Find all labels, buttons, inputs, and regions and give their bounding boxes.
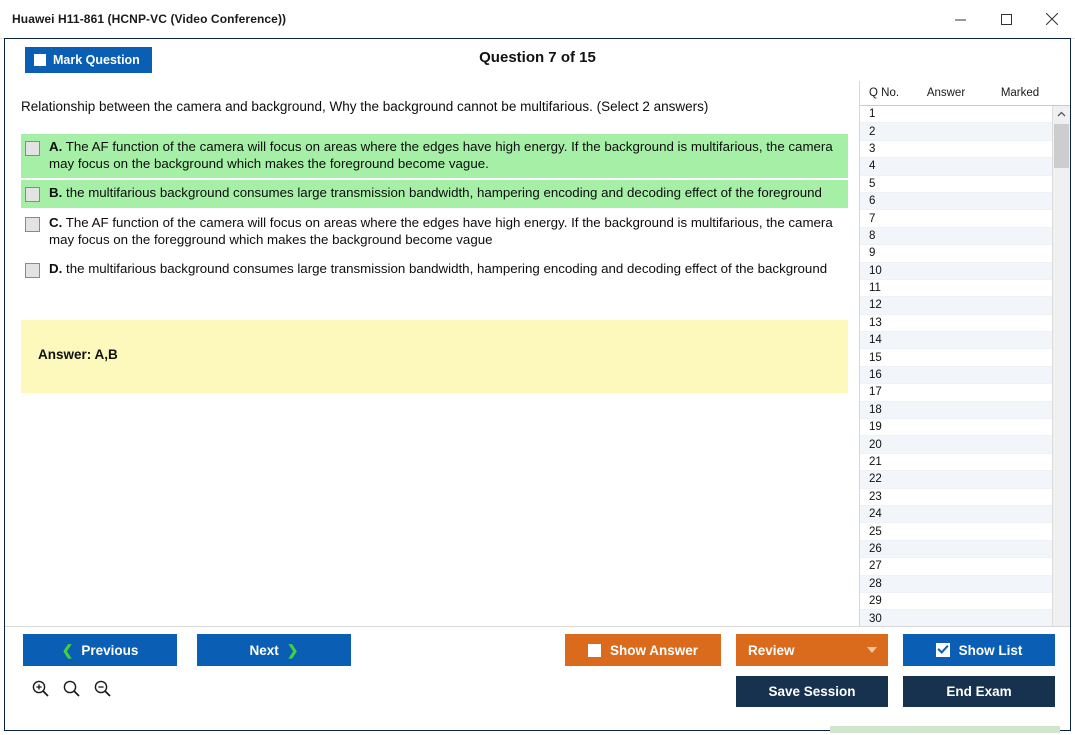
row-question-number: 12 — [869, 299, 882, 312]
page-title: Question 7 of 15 — [479, 49, 596, 66]
exam-header — [5, 39, 1070, 82]
row-question-number: 6 — [869, 195, 876, 208]
question-list-header — [860, 81, 1070, 106]
row-question-number: 25 — [869, 525, 882, 538]
table-row[interactable] — [860, 349, 1053, 366]
zoom-in-icon[interactable] — [31, 679, 50, 698]
previous-label: Previous — [81, 642, 139, 658]
option-b-body: the multifarious background consumes large transmission bandwidth, hampering encoding and decoding effect of the foreground — [66, 185, 822, 200]
column-header-marked: Marked — [1000, 87, 1040, 99]
review-dropdown[interactable] — [736, 634, 888, 666]
window-title: Huawei H11-861 (HCNP-VC (Video Conference)) — [12, 12, 287, 26]
close-icon[interactable] — [1029, 0, 1075, 38]
option-d-letter: D. — [49, 261, 63, 276]
question-list-scrollbar[interactable] — [1052, 106, 1070, 627]
option-b-text — [49, 185, 822, 202]
row-question-number: 13 — [869, 316, 882, 329]
row-question-number: 4 — [869, 160, 876, 173]
option-c-body: The AF function of the camera will focus on areas where the edges have high energy. If the background is multifarious, the camera may focus on the foregground which makes the background become vague — [49, 215, 833, 247]
show-list-button[interactable] — [903, 634, 1055, 666]
row-question-number: 20 — [869, 438, 882, 451]
question-panel — [5, 81, 860, 626]
end-exam-button[interactable] — [903, 676, 1055, 707]
table-row[interactable] — [860, 558, 1053, 575]
table-row[interactable] — [860, 576, 1053, 593]
table-row[interactable] — [860, 158, 1053, 175]
option-c-text — [49, 215, 844, 248]
table-row[interactable] — [860, 489, 1053, 506]
scroll-up-icon[interactable] — [1053, 106, 1070, 123]
option-a[interactable] — [21, 134, 848, 178]
question-list-scrollarea — [860, 106, 1070, 627]
window-titlebar — [0, 0, 1075, 39]
table-row[interactable] — [860, 193, 1053, 210]
table-row[interactable] — [860, 402, 1053, 419]
row-question-number: 10 — [869, 264, 882, 277]
option-c-letter: C. — [49, 215, 63, 230]
table-row[interactable] — [860, 297, 1053, 314]
table-row[interactable] — [860, 471, 1053, 488]
row-question-number: 27 — [869, 560, 882, 573]
row-question-number: 29 — [869, 595, 882, 608]
row-question-number: 15 — [869, 351, 882, 364]
table-row[interactable] — [860, 123, 1053, 140]
row-question-number: 9 — [869, 247, 876, 260]
table-row[interactable] — [860, 332, 1053, 349]
table-row[interactable] — [860, 436, 1053, 453]
row-question-number: 18 — [869, 403, 882, 416]
mark-question-label: Mark Question — [53, 53, 140, 67]
option-b-checkbox[interactable] — [25, 187, 40, 202]
row-question-number: 1 — [869, 108, 876, 121]
table-row[interactable] — [860, 419, 1053, 436]
table-row[interactable] — [860, 593, 1053, 610]
save-session-label: Save Session — [768, 684, 856, 699]
review-label: Review — [748, 642, 795, 658]
table-row[interactable] — [860, 315, 1053, 332]
zoom-controls — [31, 679, 112, 698]
bottom-toolbar — [5, 626, 1070, 730]
row-question-number: 21 — [869, 456, 882, 468]
option-b[interactable] — [21, 180, 848, 208]
zoom-icon[interactable] — [62, 679, 81, 698]
option-c[interactable] — [21, 210, 848, 254]
table-row[interactable] — [860, 523, 1053, 540]
option-b-letter: B. — [49, 185, 63, 200]
row-question-number: 19 — [869, 421, 882, 434]
row-question-number: 8 — [869, 229, 876, 242]
question-list-panel — [860, 81, 1070, 626]
chevron-left-icon: ❮ — [61, 641, 74, 658]
save-session-button[interactable] — [736, 676, 888, 707]
table-row[interactable] — [860, 506, 1053, 523]
option-a-letter: A. — [49, 139, 63, 154]
row-question-number: 23 — [869, 490, 882, 503]
show-answer-button[interactable] — [565, 634, 721, 666]
answer-panel — [21, 320, 848, 393]
table-row[interactable] — [860, 367, 1053, 384]
row-question-number: 11 — [869, 282, 881, 295]
table-row[interactable] — [860, 610, 1053, 627]
option-d-checkbox[interactable] — [25, 263, 40, 278]
show-answer-checkbox-icon — [588, 644, 601, 657]
row-question-number: 26 — [869, 542, 882, 555]
table-row[interactable] — [860, 541, 1053, 558]
previous-button[interactable] — [23, 634, 177, 666]
column-header-answer: Answer — [926, 87, 966, 99]
question-text: Relationship between the camera and background, Why the background cannot be multifarious. (Select 2 answers) — [21, 99, 709, 114]
table-row[interactable] — [860, 106, 1053, 123]
show-list-checkbox-icon — [936, 643, 950, 657]
table-row[interactable] — [860, 245, 1053, 262]
options-list — [21, 134, 848, 286]
table-row[interactable] — [860, 263, 1053, 280]
minimize-icon[interactable] — [937, 0, 983, 38]
row-question-number: 22 — [869, 473, 882, 486]
scrollbar-thumb[interactable] — [1054, 124, 1069, 168]
chevron-right-icon: ❯ — [286, 641, 299, 658]
show-list-label: Show List — [958, 642, 1023, 658]
chevron-down-icon — [867, 647, 877, 653]
next-button[interactable] — [197, 634, 351, 666]
status-strip — [830, 726, 1060, 733]
option-a-body: The AF function of the camera will focus on areas where the edges have high energy. If the background is multifarious, the camera may focus on the background which makes the foreground become vague. — [49, 139, 833, 171]
row-question-number: 7 — [869, 212, 876, 225]
table-row[interactable] — [860, 141, 1053, 158]
column-header-qno: Q No. — [869, 87, 900, 99]
table-row[interactable] — [860, 176, 1053, 193]
option-c-checkbox[interactable] — [25, 217, 40, 232]
maximize-icon[interactable] — [983, 0, 1029, 38]
table-row[interactable] — [860, 228, 1053, 245]
row-question-number: 17 — [869, 386, 882, 399]
option-a-text — [49, 139, 844, 172]
row-question-number: 24 — [869, 508, 882, 521]
question-list-rows — [860, 106, 1054, 627]
next-label: Next — [249, 642, 279, 658]
row-question-number: 2 — [869, 125, 876, 138]
row-question-number: 28 — [869, 577, 882, 590]
option-d-text — [49, 261, 827, 278]
option-d[interactable] — [21, 256, 848, 284]
row-question-number: 3 — [869, 142, 876, 155]
option-a-checkbox[interactable] — [25, 141, 40, 156]
row-question-number: 16 — [869, 369, 882, 382]
table-row[interactable] — [860, 454, 1053, 471]
end-exam-label: End Exam — [946, 684, 1012, 699]
option-d-body: the multifarious background consumes large transmission bandwidth, hampering encoding and decoding effect of the background — [66, 261, 828, 276]
window-controls — [937, 0, 1075, 38]
show-answer-label: Show Answer — [609, 642, 698, 658]
row-question-number: 5 — [869, 177, 876, 190]
answer-label: Answer: A,B — [38, 347, 118, 362]
table-row[interactable] — [860, 384, 1053, 401]
table-row[interactable] — [860, 210, 1053, 227]
table-row[interactable] — [860, 280, 1053, 297]
row-question-number: 14 — [869, 334, 882, 347]
row-question-number: 30 — [869, 612, 882, 625]
zoom-out-icon[interactable] — [93, 679, 112, 698]
